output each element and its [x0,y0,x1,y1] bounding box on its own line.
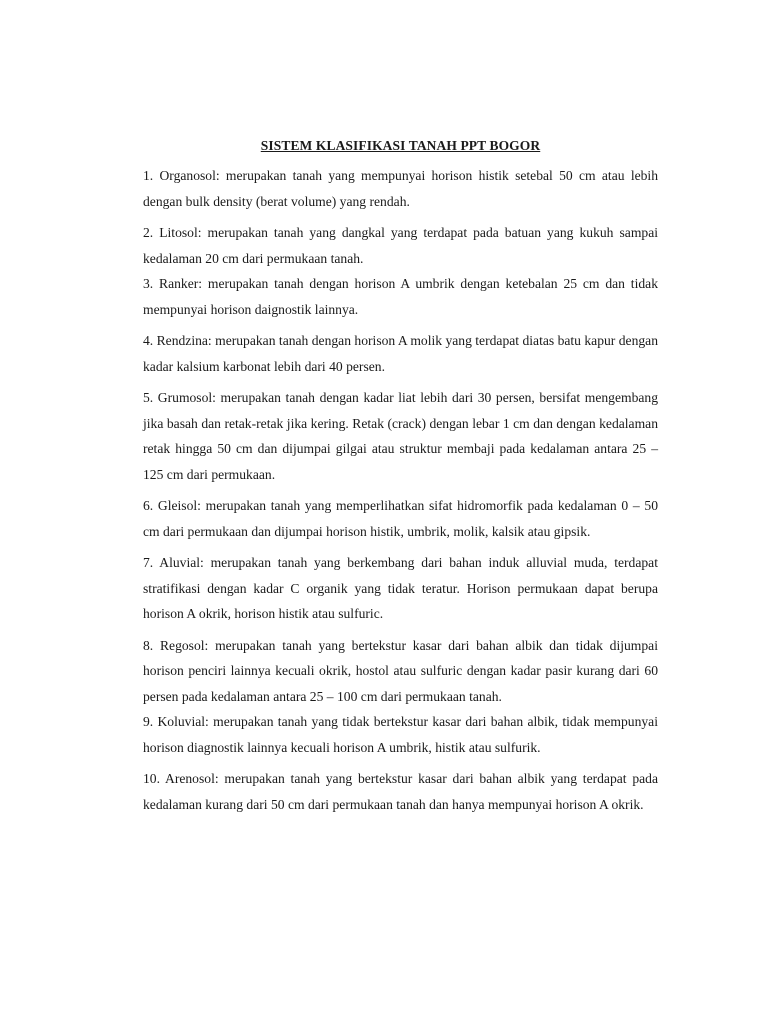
paragraph-aluvial: 7. Aluvial: merupakan tanah yang berkembang dari bahan induk alluvial muda, terdapat stratifikasi dengan kadar C organik yang tidak teratur. Horison permukaan dapat berupa horison A okrik, horison histik atau sulfuric. [143,555,658,621]
paragraph-arenosol: 10. Arenosol: merupakan tanah yang bertekstur kasar dari bahan albik yang terdapat pada kedalaman kurang dari 50 cm dari permukaan tanah dan hanya mempunyai horison A okrik. [143,771,658,812]
document-body [143,137,658,823]
paragraph-regosol: 8. Regosol: merupakan tanah yang bertekstur kasar dari bahan albik dan tidak dijumpai horison penciri lainnya kecuali okrik, hostol atau sulfuric dengan kadar pasir kurang dari 60 persen pada kedalaman antara 25 – 100 cm dari permukaan tanah. [143,637,658,704]
paragraph-organosol: 1. Organosol: merupakan tanah yang mempunyai horison histik setebal 50 cm atau lebih dengan bulk density (berat volume) yang rendah. [143,168,658,209]
paragraph-ranker: 3. Ranker: merupakan tanah dengan horison A umbrik dengan ketebalan 25 cm dan tidak mempunyai horison daignostik lainnya. [143,276,658,317]
paragraph-litosol: 2. Litosol: merupakan tanah yang dangkal yang terdapat pada batuan yang kukuh sampai kedalaman 20 cm dari permukaan tanah. [143,225,658,266]
document-title: SISTEM KLASIFIKASI TANAH PPT BOGOR [260,138,541,153]
paragraph-grumosol: 5. Grumosol: merupakan tanah dengan kadar liat lebih dari 30 persen, bersifat mengembang jika basah dan retak-retak jika kering. Retak (crack) dengan lebar 1 cm dan dengan kedalaman retak hingga 50 cm dan dijumpai gilgai atau struktur membaji pada kedalaman antara 25 – 125 cm dari permukaan. [143,390,658,482]
paragraph-rendzina: 4. Rendzina: merupakan tanah dengan horison A molik yang terdapat diatas batu kapur dengan kadar kalsium karbonat lebih dari 40 persen. [143,333,658,374]
paragraph-gleisol: 6. Gleisol: merupakan tanah yang memperlihatkan sifat hidromorfik pada kedalaman 0 – 50 cm dari permukaan dan dijumpai horison histik, umbrik, molik, kalsik atau gipsik. [143,498,658,539]
paragraph-koluvial: 9. Koluvial: merupakan tanah yang tidak bertekstur kasar dari bahan albik, tidak mempunyai horison diagnostik lainnya kecuali horison A umbrik, histik atau sulfurik. [143,714,658,755]
